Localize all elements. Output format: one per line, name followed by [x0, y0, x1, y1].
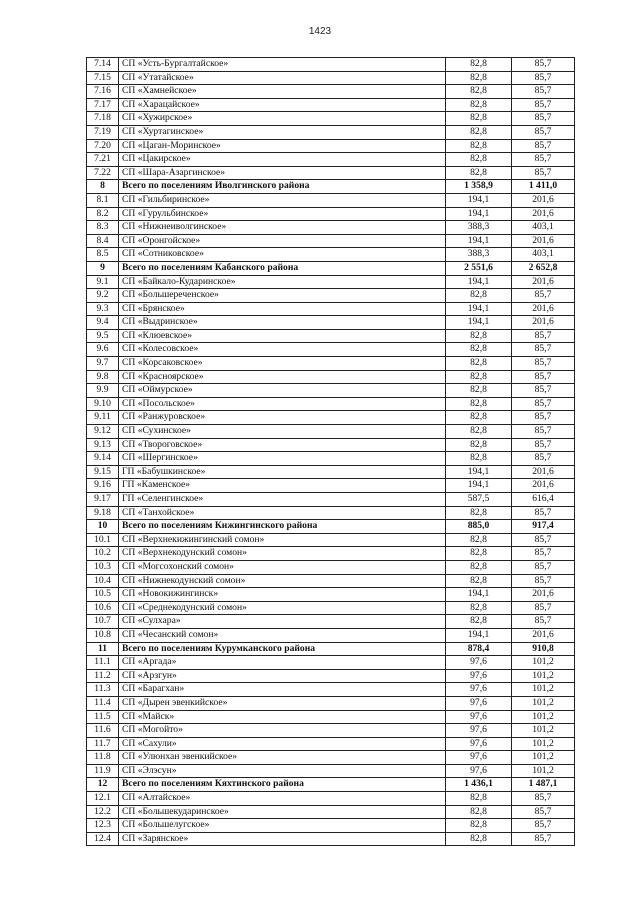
value-cell-2: 85,7: [512, 125, 575, 139]
value-cell-1: 97,6: [446, 669, 512, 683]
value-cell-1: 194,1: [446, 316, 512, 330]
value-cell-2: 85,7: [512, 425, 575, 439]
row-number-cell: 10.5: [87, 588, 119, 602]
settlements-table: [86, 57, 575, 846]
value-cell-2: 85,7: [512, 547, 575, 561]
table-row: [87, 588, 575, 602]
value-cell-1: 194,1: [446, 302, 512, 316]
value-cell-1: 82,8: [446, 425, 512, 439]
value-cell-2: 403,1: [512, 221, 575, 235]
settlement-name-cell: СП «Твороговское»: [119, 438, 446, 452]
settlement-name-cell: СП «Хуртагинское»: [119, 125, 446, 139]
settlement-name-cell: СП «Аргада»: [119, 656, 446, 670]
row-number-cell: 8.2: [87, 207, 119, 221]
table-row: [87, 289, 575, 303]
settlement-name-cell: СП «Барагхан»: [119, 683, 446, 697]
settlement-name-cell: ГП «Селенгинское»: [119, 493, 446, 507]
table-row: [87, 411, 575, 425]
settlement-name-cell: СП «Оронгойское»: [119, 234, 446, 248]
value-cell-2: 85,7: [512, 384, 575, 398]
value-cell-1: 82,8: [446, 166, 512, 180]
settlement-name-cell: СП «Большереченское»: [119, 289, 446, 303]
row-number-cell: 12.1: [87, 792, 119, 806]
table-row: [87, 764, 575, 778]
value-cell-1: 388,3: [446, 221, 512, 235]
settlement-name-cell: СП «Цакирское»: [119, 153, 446, 167]
row-number-cell: 7.18: [87, 112, 119, 126]
table-row: [87, 302, 575, 316]
row-number-cell: 11.5: [87, 710, 119, 724]
settlement-name-cell: СП «Посольское»: [119, 397, 446, 411]
row-number-cell: 9: [87, 261, 119, 275]
table-row: [87, 819, 575, 833]
value-cell-1: 194,1: [446, 479, 512, 493]
value-cell-2: 101,2: [512, 656, 575, 670]
settlement-name-cell: СП «Шергинское»: [119, 452, 446, 466]
table-row: [87, 166, 575, 180]
value-cell-2: 101,2: [512, 669, 575, 683]
value-cell-1: 82,8: [446, 574, 512, 588]
value-cell-1: 2 551,6: [446, 261, 512, 275]
row-number-cell: 12: [87, 778, 119, 792]
table-row: [87, 85, 575, 99]
row-number-cell: 11.2: [87, 669, 119, 683]
value-cell-2: 85,7: [512, 139, 575, 153]
settlement-name-cell: СП «Сахули»: [119, 737, 446, 751]
table-row: [87, 751, 575, 765]
row-number-cell: 10: [87, 520, 119, 534]
value-cell-2: 85,7: [512, 819, 575, 833]
value-cell-2: 201,6: [512, 234, 575, 248]
row-number-cell: 9.12: [87, 425, 119, 439]
row-number-cell: 9.17: [87, 493, 119, 507]
value-cell-1: 82,8: [446, 289, 512, 303]
value-cell-1: 82,8: [446, 357, 512, 371]
row-number-cell: 12.2: [87, 805, 119, 819]
row-number-cell: 9.16: [87, 479, 119, 493]
value-cell-1: 388,3: [446, 248, 512, 262]
table-row: [87, 533, 575, 547]
table-row: [87, 58, 575, 72]
table-row: [87, 737, 575, 751]
row-number-cell: 7.17: [87, 98, 119, 112]
table-row: [87, 316, 575, 330]
value-cell-2: 201,6: [512, 588, 575, 602]
settlement-name-cell: СП «Нижнеиволгинское»: [119, 221, 446, 235]
row-number-cell: 8.3: [87, 221, 119, 235]
settlement-name-cell: СП «Чесанский сомон»: [119, 628, 446, 642]
row-number-cell: 12.4: [87, 832, 119, 846]
settlement-name-cell: СП «Клюевское»: [119, 329, 446, 343]
value-cell-2: 85,7: [512, 411, 575, 425]
table-row: [87, 656, 575, 670]
row-number-cell: 8.1: [87, 193, 119, 207]
settlement-name-cell: СП «Гильбиринское»: [119, 193, 446, 207]
settlement-name-cell: СП «Среднекодунский сомон»: [119, 601, 446, 615]
settlement-name-cell: Всего по поселениям Кяхтинского района: [119, 778, 446, 792]
settlement-name-cell: СП «Зарянское»: [119, 832, 446, 846]
value-cell-2: 85,7: [512, 98, 575, 112]
value-cell-2: 201,6: [512, 302, 575, 316]
table-row: [87, 792, 575, 806]
settlement-name-cell: СП «Новокижингинск»: [119, 588, 446, 602]
table-row: [87, 696, 575, 710]
table-row: [87, 832, 575, 846]
settlement-name-cell: СП «Сотниковское»: [119, 248, 446, 262]
value-cell-1: 82,8: [446, 533, 512, 547]
table-row: [87, 425, 575, 439]
row-number-cell: 9.15: [87, 465, 119, 479]
table-row: [87, 153, 575, 167]
value-cell-2: 85,7: [512, 452, 575, 466]
row-number-cell: 9.10: [87, 397, 119, 411]
value-cell-2: 85,7: [512, 289, 575, 303]
settlement-name-cell: СП «Могсохонский сомон»: [119, 560, 446, 574]
settlement-name-cell: СП «Харацайское»: [119, 98, 446, 112]
table-row-district-total: [87, 778, 575, 792]
settlement-name-cell: СП «Арзгун»: [119, 669, 446, 683]
value-cell-2: 201,6: [512, 207, 575, 221]
row-number-cell: 11.3: [87, 683, 119, 697]
settlement-name-cell: СП «Колесовское»: [119, 343, 446, 357]
settlement-name-cell: СП «Могойто»: [119, 724, 446, 738]
table-row-district-total: [87, 642, 575, 656]
row-number-cell: 9.18: [87, 506, 119, 520]
value-cell-1: 82,8: [446, 98, 512, 112]
value-cell-1: 82,8: [446, 112, 512, 126]
row-number-cell: 11.6: [87, 724, 119, 738]
table-row: [87, 139, 575, 153]
row-number-cell: 9.5: [87, 329, 119, 343]
value-cell-2: 85,7: [512, 560, 575, 574]
row-number-cell: 10.6: [87, 601, 119, 615]
settlement-name-cell: СП «Сулхара»: [119, 615, 446, 629]
value-cell-2: 85,7: [512, 601, 575, 615]
table-row: [87, 615, 575, 629]
value-cell-1: 97,6: [446, 724, 512, 738]
row-number-cell: 9.13: [87, 438, 119, 452]
settlement-name-cell: Всего по поселениям Кабанского района: [119, 261, 446, 275]
row-number-cell: 10.4: [87, 574, 119, 588]
settlement-name-cell: СП «Майск»: [119, 710, 446, 724]
value-cell-1: 82,8: [446, 438, 512, 452]
table-row: [87, 683, 575, 697]
value-cell-2: 85,7: [512, 112, 575, 126]
value-cell-2: 101,2: [512, 724, 575, 738]
value-cell-2: 85,7: [512, 832, 575, 846]
value-cell-2: 201,6: [512, 193, 575, 207]
value-cell-1: 82,8: [446, 506, 512, 520]
settlement-name-cell: Всего по поселениям Кижингинского района: [119, 520, 446, 534]
value-cell-1: 82,8: [446, 547, 512, 561]
table-row: [87, 71, 575, 85]
settlement-name-cell: СП «Нижнекодунский сомон»: [119, 574, 446, 588]
value-cell-1: 1 436,1: [446, 778, 512, 792]
value-cell-2: 85,7: [512, 574, 575, 588]
page-number: 1423: [308, 26, 332, 37]
settlement-name-cell: СП «Элэсун»: [119, 764, 446, 778]
settlement-name-cell: СП «Гурульбинское»: [119, 207, 446, 221]
settlement-name-cell: СП «Большелугское»: [119, 819, 446, 833]
settlement-name-cell: СП «Корсаковское»: [119, 357, 446, 371]
row-number-cell: 9.3: [87, 302, 119, 316]
value-cell-2: 201,6: [512, 275, 575, 289]
row-number-cell: 9.4: [87, 316, 119, 330]
value-cell-2: 101,2: [512, 764, 575, 778]
table-row-district-total: [87, 180, 575, 194]
settlement-name-cell: СП «Верхнекижингинский сомон»: [119, 533, 446, 547]
value-cell-1: 82,8: [446, 411, 512, 425]
value-cell-1: 587,5: [446, 493, 512, 507]
value-cell-1: 82,8: [446, 343, 512, 357]
value-cell-2: 85,7: [512, 357, 575, 371]
table-row: [87, 207, 575, 221]
value-cell-1: 97,6: [446, 656, 512, 670]
table-row: [87, 275, 575, 289]
value-cell-1: 82,8: [446, 792, 512, 806]
table-row: [87, 574, 575, 588]
value-cell-1: 82,8: [446, 397, 512, 411]
value-cell-1: 82,8: [446, 832, 512, 846]
value-cell-1: 885,0: [446, 520, 512, 534]
value-cell-2: 85,7: [512, 166, 575, 180]
table-row: [87, 805, 575, 819]
value-cell-2: 85,7: [512, 615, 575, 629]
table-row: [87, 628, 575, 642]
value-cell-2: 1 487,1: [512, 778, 575, 792]
table-row: [87, 98, 575, 112]
value-cell-2: 101,2: [512, 683, 575, 697]
value-cell-1: 82,8: [446, 125, 512, 139]
settlement-name-cell: СП «Сухинское»: [119, 425, 446, 439]
row-number-cell: 8: [87, 180, 119, 194]
row-number-cell: 7.19: [87, 125, 119, 139]
value-cell-1: 82,8: [446, 384, 512, 398]
value-cell-2: 85,7: [512, 397, 575, 411]
table-row: [87, 193, 575, 207]
row-number-cell: 9.1: [87, 275, 119, 289]
value-cell-1: 82,8: [446, 452, 512, 466]
table-row: [87, 465, 575, 479]
value-cell-2: 85,7: [512, 153, 575, 167]
value-cell-1: 82,8: [446, 329, 512, 343]
table-row: [87, 479, 575, 493]
value-cell-1: 194,1: [446, 465, 512, 479]
row-number-cell: 9.9: [87, 384, 119, 398]
value-cell-1: 82,8: [446, 153, 512, 167]
value-cell-2: 201,6: [512, 479, 575, 493]
value-cell-2: 85,7: [512, 85, 575, 99]
settlement-name-cell: СП «Брянское»: [119, 302, 446, 316]
value-cell-1: 82,8: [446, 85, 512, 99]
table-row: [87, 724, 575, 738]
value-cell-2: 85,7: [512, 329, 575, 343]
row-number-cell: 7.15: [87, 71, 119, 85]
table-row: [87, 506, 575, 520]
row-number-cell: 10.8: [87, 628, 119, 642]
row-number-cell: 10.3: [87, 560, 119, 574]
row-number-cell: 9.8: [87, 370, 119, 384]
settlement-name-cell: СП «Алтайское»: [119, 792, 446, 806]
value-cell-1: 82,8: [446, 58, 512, 72]
value-cell-1: 82,8: [446, 139, 512, 153]
value-cell-1: 82,8: [446, 615, 512, 629]
table-row: [87, 125, 575, 139]
settlement-name-cell: СП «Ранжуровское»: [119, 411, 446, 425]
table-row: [87, 438, 575, 452]
row-number-cell: 7.21: [87, 153, 119, 167]
value-cell-2: 910,8: [512, 642, 575, 656]
table-row: [87, 234, 575, 248]
settlement-name-cell: СП «Хужирское»: [119, 112, 446, 126]
value-cell-1: 194,1: [446, 193, 512, 207]
value-cell-2: 85,7: [512, 438, 575, 452]
table-row: [87, 357, 575, 371]
settlement-name-cell: СП «Байкало-Кударинское»: [119, 275, 446, 289]
row-number-cell: 8.4: [87, 234, 119, 248]
settlement-name-cell: СП «Дырен эвенкийское»: [119, 696, 446, 710]
value-cell-1: 194,1: [446, 234, 512, 248]
table-row: [87, 669, 575, 683]
row-number-cell: 11.8: [87, 751, 119, 765]
row-number-cell: 9.14: [87, 452, 119, 466]
table-row: [87, 397, 575, 411]
value-cell-2: 85,7: [512, 58, 575, 72]
value-cell-1: 194,1: [446, 628, 512, 642]
table-row: [87, 343, 575, 357]
value-cell-2: 403,1: [512, 248, 575, 262]
table-row-district-total: [87, 261, 575, 275]
table-row: [87, 370, 575, 384]
value-cell-2: 85,7: [512, 370, 575, 384]
value-cell-2: 85,7: [512, 506, 575, 520]
value-cell-2: 917,4: [512, 520, 575, 534]
value-cell-2: 85,7: [512, 71, 575, 85]
value-cell-2: 101,2: [512, 696, 575, 710]
row-number-cell: 11: [87, 642, 119, 656]
table-row-district-total: [87, 520, 575, 534]
value-cell-1: 97,6: [446, 737, 512, 751]
row-number-cell: 11.9: [87, 764, 119, 778]
settlement-name-cell: Всего по поселениям Иволгинского района: [119, 180, 446, 194]
settlement-name-cell: СП «Цаган-Моринское»: [119, 139, 446, 153]
row-number-cell: 9.7: [87, 357, 119, 371]
table-row: [87, 493, 575, 507]
settlement-name-cell: СП «Шара-Азаргинское»: [119, 166, 446, 180]
value-cell-1: 97,6: [446, 696, 512, 710]
settlement-name-cell: СП «Усть-Бургалтайское»: [119, 58, 446, 72]
table-row: [87, 452, 575, 466]
table-row: [87, 221, 575, 235]
value-cell-2: 201,6: [512, 628, 575, 642]
row-number-cell: 9.2: [87, 289, 119, 303]
row-number-cell: 10.2: [87, 547, 119, 561]
value-cell-2: 85,7: [512, 792, 575, 806]
value-cell-1: 194,1: [446, 207, 512, 221]
value-cell-2: 2 652,8: [512, 261, 575, 275]
value-cell-1: 82,8: [446, 805, 512, 819]
row-number-cell: 11.7: [87, 737, 119, 751]
value-cell-1: 97,6: [446, 710, 512, 724]
value-cell-1: 82,8: [446, 370, 512, 384]
value-cell-1: 82,8: [446, 819, 512, 833]
value-cell-2: 85,7: [512, 343, 575, 357]
row-number-cell: 11.1: [87, 656, 119, 670]
settlement-name-cell: ГП «Бабушкинское»: [119, 465, 446, 479]
value-cell-1: 194,1: [446, 588, 512, 602]
row-number-cell: 7.16: [87, 85, 119, 99]
value-cell-1: 82,8: [446, 601, 512, 615]
row-number-cell: 7.22: [87, 166, 119, 180]
value-cell-1: 97,6: [446, 683, 512, 697]
settlement-name-cell: СП «Хамнейское»: [119, 85, 446, 99]
table-row: [87, 547, 575, 561]
row-number-cell: 7.14: [87, 58, 119, 72]
settlement-name-cell: СП «Оймурское»: [119, 384, 446, 398]
value-cell-2: 101,2: [512, 737, 575, 751]
settlement-name-cell: СП «Большекударинское»: [119, 805, 446, 819]
row-number-cell: 9.11: [87, 411, 119, 425]
settlement-name-cell: СП «Красноярское»: [119, 370, 446, 384]
row-number-cell: 12.3: [87, 819, 119, 833]
value-cell-1: 194,1: [446, 275, 512, 289]
value-cell-2: 201,6: [512, 465, 575, 479]
value-cell-2: 101,2: [512, 751, 575, 765]
table-row: [87, 601, 575, 615]
value-cell-2: 1 411,0: [512, 180, 575, 194]
value-cell-1: 878,4: [446, 642, 512, 656]
table-body: [87, 58, 575, 846]
value-cell-1: 97,6: [446, 751, 512, 765]
row-number-cell: 10.1: [87, 533, 119, 547]
settlement-name-cell: СП «Танхойское»: [119, 506, 446, 520]
value-cell-1: 82,8: [446, 71, 512, 85]
value-cell-1: 97,6: [446, 764, 512, 778]
row-number-cell: 10.7: [87, 615, 119, 629]
value-cell-2: 101,2: [512, 710, 575, 724]
settlement-name-cell: Всего по поселениям Курумканского района: [119, 642, 446, 656]
row-number-cell: 8.5: [87, 248, 119, 262]
settlement-name-cell: СП «Верхнекодунский сомон»: [119, 547, 446, 561]
value-cell-1: 82,8: [446, 560, 512, 574]
table-row: [87, 248, 575, 262]
settlement-name-cell: СП «Выдринское»: [119, 316, 446, 330]
table-row: [87, 329, 575, 343]
value-cell-2: 85,7: [512, 805, 575, 819]
settlement-name-cell: СП «Утатайское»: [119, 71, 446, 85]
table-row: [87, 112, 575, 126]
value-cell-2: 85,7: [512, 533, 575, 547]
value-cell-2: 616,4: [512, 493, 575, 507]
value-cell-1: 1 358,9: [446, 180, 512, 194]
value-cell-2: 201,6: [512, 316, 575, 330]
row-number-cell: 11.4: [87, 696, 119, 710]
table-row: [87, 710, 575, 724]
table-row: [87, 384, 575, 398]
row-number-cell: 7.20: [87, 139, 119, 153]
table-row: [87, 560, 575, 574]
settlement-name-cell: СП «Улюнхан эвенкийское»: [119, 751, 446, 765]
row-number-cell: 9.6: [87, 343, 119, 357]
settlement-name-cell: ГП «Каменское»: [119, 479, 446, 493]
